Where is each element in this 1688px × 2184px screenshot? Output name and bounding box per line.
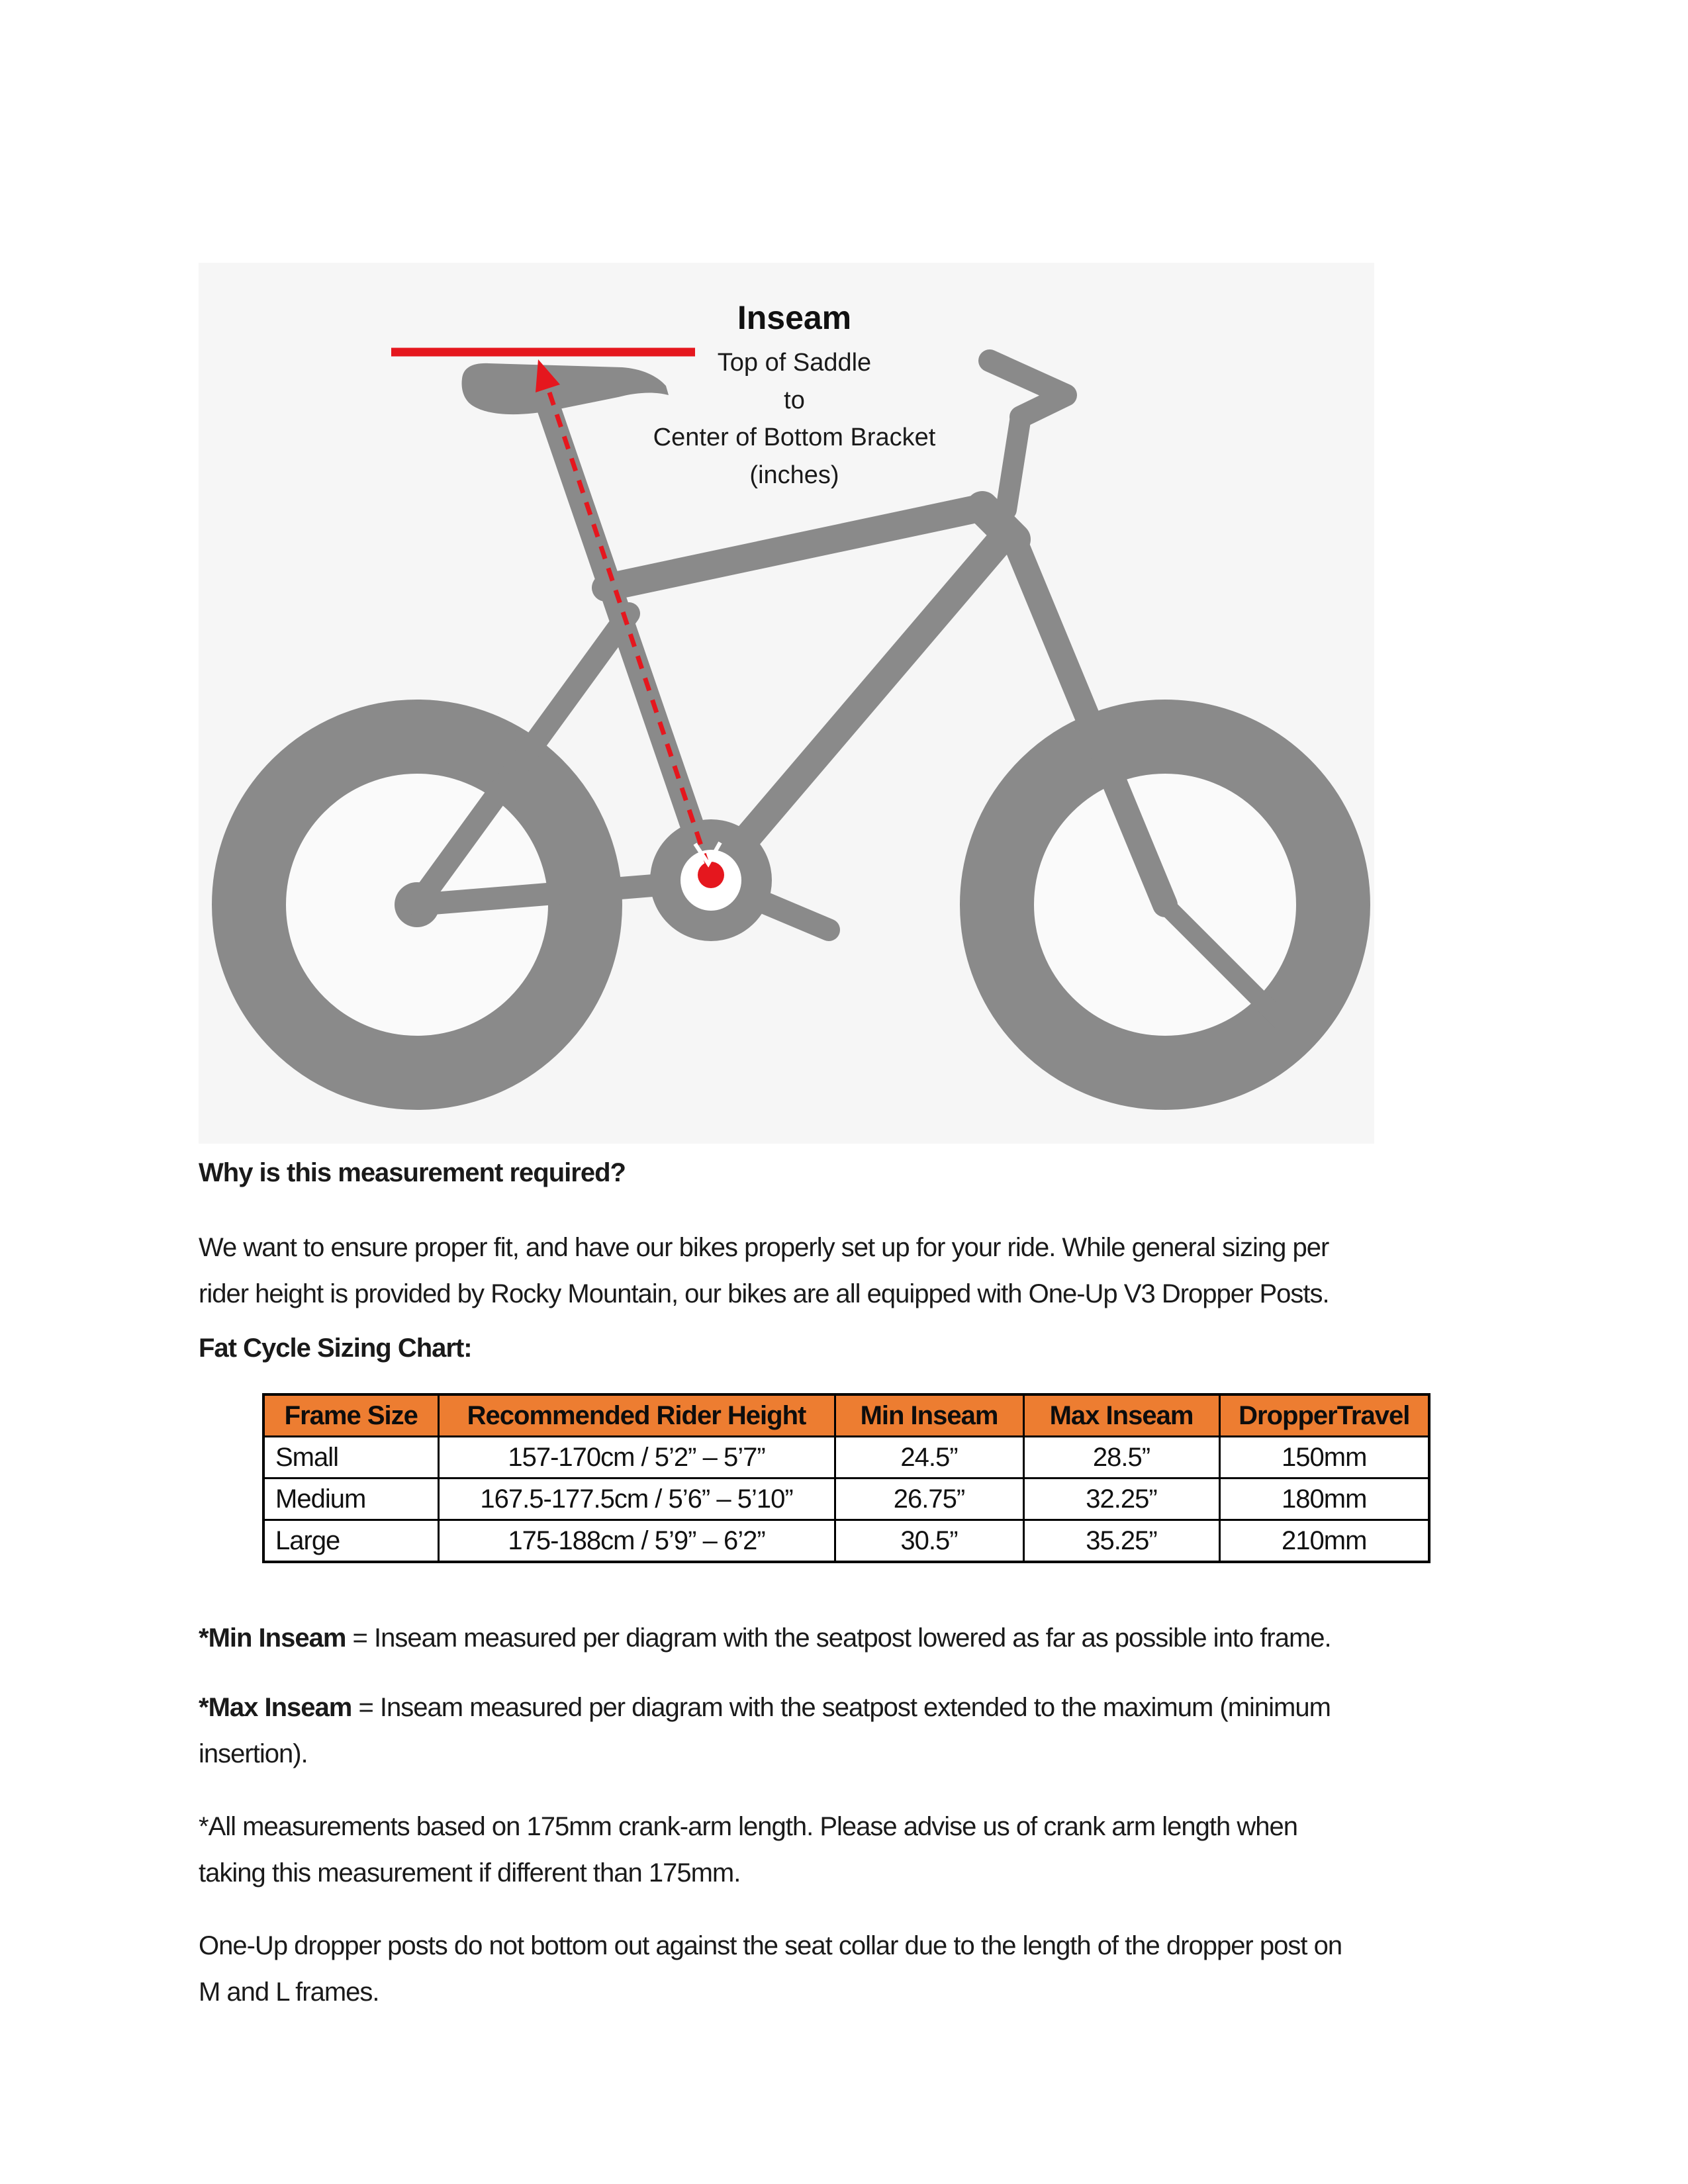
min-inseam-note-label: *Min Inseam [199, 1623, 346, 1653]
cell-frame-size: Small [263, 1437, 438, 1479]
cell-min-inseam: 26.75” [835, 1479, 1023, 1520]
diagram-caption-line3: Center of Bottom Bracket [653, 424, 936, 451]
min-inseam-note [199, 1615, 1331, 1661]
cell-frame-size: Large [263, 1520, 438, 1563]
crank-note-line-2: taking this measurement if different than 175mm. [199, 1858, 741, 1888]
crank-note-line-1: *All measurements based on 175mm crank-arm length. Please advise us of crank arm length when [199, 1812, 1297, 1841]
diagram-caption-line4: (inches) [749, 461, 839, 489]
oneup-note-line-1: One-Up dropper posts do not bottom out against the seat collar due to the length of the dropper post on [199, 1931, 1342, 1960]
header-min-inseam: Min Inseam [835, 1394, 1023, 1437]
max-inseam-note [199, 1684, 1331, 1777]
header-dropper-travel: DropperTravel [1219, 1394, 1429, 1437]
max-inseam-note-label: *Max Inseam [199, 1693, 352, 1722]
fat-cycle-sizing-table [262, 1393, 1430, 1563]
why-heading: Why is this measurement required? [199, 1158, 626, 1187]
oneup-note [199, 1923, 1342, 2015]
saddle [462, 363, 669, 414]
table-row [263, 1437, 1429, 1479]
min-inseam-note-line [199, 1615, 1331, 1661]
why-line-1: We want to ensure proper fit, and have our bikes properly set up for your ride. While general sizing per [199, 1233, 1329, 1262]
cell-min-inseam: 30.5” [835, 1520, 1023, 1563]
header-frame-size: Frame Size [263, 1394, 438, 1437]
cell-max-inseam: 32.25” [1023, 1479, 1219, 1520]
handlebar [990, 361, 1066, 417]
inseam-diagram-image [199, 263, 1374, 1144]
cell-rider-height: 167.5-177.5cm / 5’6” – 5’10” [438, 1479, 835, 1520]
cell-dropper-travel: 210mm [1219, 1520, 1429, 1563]
table-row [263, 1520, 1429, 1563]
down-tube [711, 531, 1009, 880]
oneup-note-line-2: M and L frames. [199, 1978, 379, 2007]
why-line-2: rider height is provided by Rocky Mountain, our bikes are all equipped with One-Up V3 Dropper Posts. [199, 1279, 1329, 1308]
diagram-caption-line2: to [784, 387, 805, 414]
cell-max-inseam: 35.25” [1023, 1520, 1219, 1563]
why-paragraph [199, 1224, 1329, 1317]
top-tube [606, 508, 982, 588]
header-max-inseam: Max Inseam [1023, 1394, 1219, 1437]
table-row [263, 1479, 1429, 1520]
header-rider-height: Recommended Rider Height [438, 1394, 835, 1437]
cell-dropper-travel: 150mm [1219, 1437, 1429, 1479]
max-inseam-note-line-1 [199, 1684, 1331, 1731]
cell-min-inseam: 24.5” [835, 1437, 1023, 1479]
diagram-title: Inseam [737, 299, 852, 336]
cell-max-inseam: 28.5” [1023, 1437, 1219, 1479]
max-inseam-note-text-1: = Inseam measured per diagram with the seatpost extended to the maximum (minimum [352, 1693, 1331, 1722]
cell-frame-size: Medium [263, 1479, 438, 1520]
bike-diagram-svg [199, 263, 1374, 1144]
max-inseam-note-line-2: insertion). [199, 1739, 308, 1768]
min-inseam-note-text: = Inseam measured per diagram with the seatpost lowered as far as possible into frame. [346, 1623, 1331, 1653]
crank-note [199, 1803, 1297, 1896]
cell-dropper-travel: 180mm [1219, 1479, 1429, 1520]
cell-rider-height: 175-188cm / 5’9” – 6’2” [438, 1520, 835, 1563]
stem [1006, 417, 1021, 510]
diagram-caption-line1: Top of Saddle [717, 349, 872, 377]
sizing-table [262, 1393, 1428, 1563]
sizing-chart-heading: Fat Cycle Sizing Chart: [199, 1334, 472, 1363]
table-header-row [263, 1394, 1429, 1437]
cell-rider-height: 157-170cm / 5’2” – 5’7” [438, 1437, 835, 1479]
